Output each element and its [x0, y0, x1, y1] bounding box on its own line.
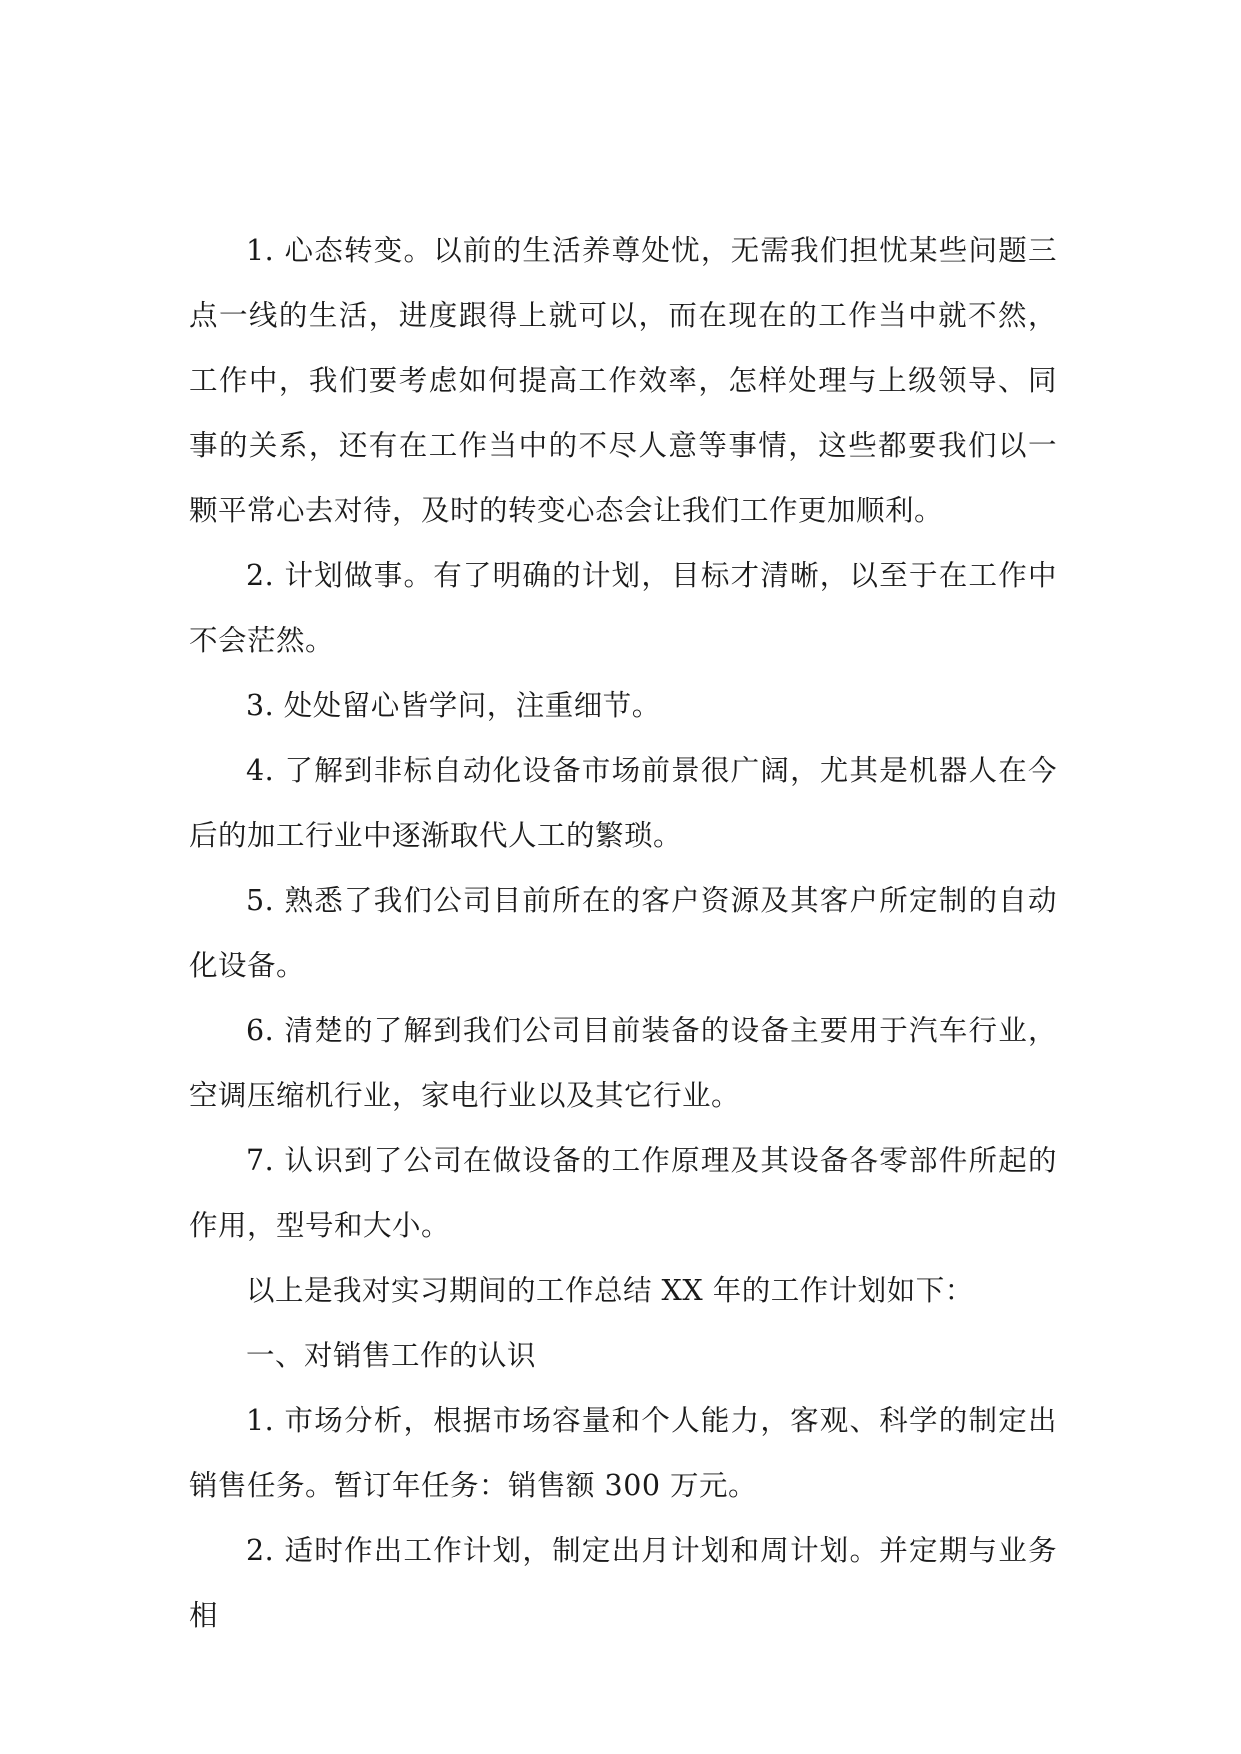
paragraph-plan-work: 2. 计划做事。有了明确的计划，目标才清晰，以至于在工作中不会茫然。 — [189, 559, 1057, 657]
paragraph-market-analysis: 1. 市场分析，根据市场容量和个人能力，客观、科学的制定出销售任务。暂订年任务：销售额 300 万元。 — [189, 1404, 1057, 1502]
paragraph-summary-intro: 以上是我对实习期间的工作总结 XX 年的工作计划如下： — [246, 1274, 974, 1307]
document-body — [189, 218, 1057, 1648]
paragraph-attention-detail: 3. 处处留心皆学问，注重细节。 — [246, 689, 661, 722]
section-heading-sales-understanding: 一、对销售工作的认识 — [246, 1339, 537, 1372]
paragraph-automation-market: 4. 了解到非标自动化设备市场前景很广阔，尤其是机器人在今后的加工行业中逐渐取代人工的繁琐。 — [189, 754, 1057, 852]
paragraph-working-principle: 7. 认识到了公司在做设备的工作原理及其设备各零部件所起的作用，型号和大小。 — [189, 1144, 1057, 1242]
paragraph-customer-resources: 5. 熟悉了我们公司目前所在的客户资源及其客户所定制的自动化设备。 — [189, 884, 1057, 982]
paragraph-equipment-industries: 6. 清楚的了解到我们公司目前装备的设备主要用于汽车行业，空调压缩机行业，家电行业以及其它行业。 — [189, 1014, 1057, 1112]
paragraph-work-plan: 2. 适时作出工作计划，制定出月计划和周计划。并定期与业务相 — [189, 1534, 1057, 1632]
paragraph-mindset-change: 1. 心态转变。以前的生活养尊处忧，无需我们担忧某些问题三点一线的生活，进度跟得上就可以，而在现在的工作当中就不然，工作中，我们要考虑如何提高工作效率，怎样处理与上级领导、同事的关系，还有在工作当中的不尽人意等事情，这些都要我们以一颗平常心去对待，及时的转变心态会让我们工作更加顺利。 — [189, 234, 1057, 527]
